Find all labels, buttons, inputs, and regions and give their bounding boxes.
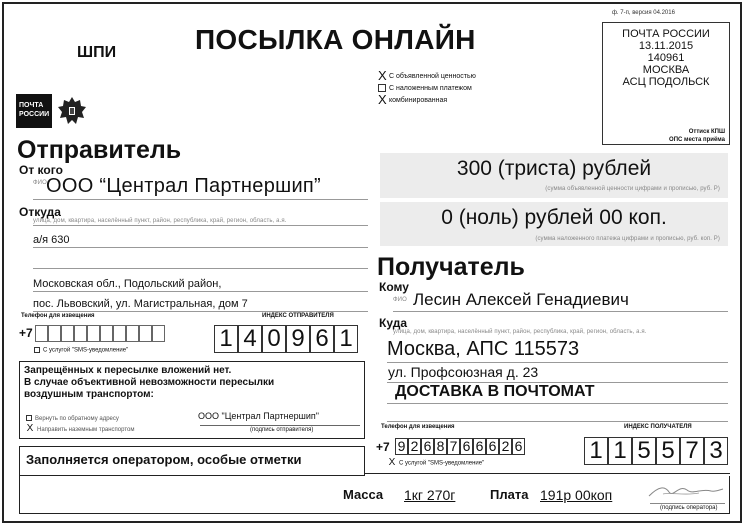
recipient-sms-option[interactable]: X С услугой "SMS-уведомление" [388,457,485,468]
sender-address-line[interactable]: Московская обл., Подольский район, [33,278,222,290]
divider [365,473,730,474]
pay-value[interactable]: 191р 00коп [540,487,613,503]
phone-digit-cell[interactable] [48,325,61,342]
sender-phone-field[interactable] [35,325,165,342]
option-return-to-sender[interactable]: Вернуть по обратному адресу [26,414,135,425]
page-title: ПОСЫЛКА ОНЛАЙН [195,24,476,55]
phone-digit-cell[interactable]: 6 [460,438,473,455]
operator-sign-line [650,503,725,504]
phone-digit-cell[interactable] [126,325,139,342]
phone-digit-cell[interactable]: 6 [473,438,486,455]
form-version: ф. 7-п, версия 04.2016 [612,10,675,16]
sender-signature[interactable]: ООО "Централ Партнершип" [198,411,319,421]
underline [33,268,368,269]
fio-hint: ФИО [393,297,407,303]
phone-digit-cell[interactable] [113,325,126,342]
phone-digit-cell[interactable] [139,325,152,342]
shipment-options [378,68,476,108]
underline [387,421,728,422]
stamp-line: 13.11.2015 [638,40,694,52]
recipient-index-label: ИНДЕКС ПОЛУЧАТЕЛЯ [624,424,692,430]
sender-phone-label: Телефон для извещения [21,313,95,319]
index-digit-cell[interactable]: 4 [238,325,262,353]
checkbox-unchecked[interactable] [26,415,32,421]
index-digit-cell[interactable]: 0 [262,325,286,353]
fio-hint: ФИО [33,180,47,186]
where-hint: улица, дом, квартира, населённый пункт, район, республика, край, регион, область, а.я. [393,329,647,335]
underline [33,291,368,292]
restrictions-line: воздушным транспортом: [24,389,154,400]
phone-digit-cell[interactable] [74,325,87,342]
phone-digit-cell[interactable] [35,325,48,342]
underline [33,225,368,226]
pochta-logo [16,94,52,128]
sender-index-label: ИНДЕКС ОТПРАВИТЕЛЯ [262,313,334,319]
mass-value[interactable]: 1кг 270г [404,487,456,503]
recipient-address-line[interactable]: ул. Профсоюзная д. 23 [388,364,539,380]
phone-digit-cell[interactable] [61,325,74,342]
recipient-phone-label: Телефон для извещения [381,424,455,430]
index-digit-cell[interactable]: 7 [680,437,704,465]
shpi-label: ШПИ [77,44,117,61]
index-digit-cell[interactable]: 3 [704,437,728,465]
recipient-index-field[interactable] [584,437,728,465]
recipient-heading: Получатель [377,253,525,281]
sender-name[interactable]: ООО “Централ Партнершип” [46,175,322,197]
underline [33,247,368,248]
operator-sign-hint: (подпись оператора) [660,505,718,511]
where-hint: улица, дом, квартира, населённый пункт, район, республика, край, регион, область, а.я. [33,218,287,224]
logo-line2: РОССИИ [19,111,50,118]
stamp-footer2: ОПС места приёма [669,137,725,143]
checkbox-checked[interactable]: X [378,92,387,108]
stamp-line: 140961 [647,52,685,64]
eagle-emblem-icon [54,93,90,129]
recipient-phone-prefix: +7 [376,440,390,454]
operator-signature-icon [645,480,725,504]
sender-heading: Отправитель [17,136,182,164]
cod-value[interactable]: 0 (ноль) рублей 00 коп. [441,206,667,229]
mass-label: Масса [343,487,384,502]
index-digit-cell[interactable]: 5 [632,437,656,465]
phone-digit-cell[interactable] [87,325,100,342]
sender-address-line[interactable]: пос. Львовский, ул. Магистральная, дом 7 [33,298,248,310]
phone-digit-cell[interactable]: 6 [421,438,434,455]
index-digit-cell[interactable]: 5 [656,437,680,465]
option-ground-transport[interactable]: X Направить наземным транспортом [26,423,135,435]
index-digit-cell[interactable]: 6 [310,325,334,353]
checkbox-unchecked[interactable] [34,347,40,353]
restrictions-line: В случае объективной невозможности пересылки [24,377,275,388]
underline [387,403,728,404]
recipient-name[interactable]: Лесин Алексей Генадиевич [413,290,629,309]
sender-sign-hint: (подпись отправителя) [250,427,314,433]
sender-sms-option[interactable]: С услугой "SMS-уведомление" [34,347,128,354]
index-digit-cell[interactable]: 9 [286,325,310,353]
sender-index-field[interactable] [214,325,358,353]
cod-hint: (сумма наложенного платежа цифрами и прописью, руб. коп. Р) [535,236,720,242]
sender-address-line[interactable]: а/я 630 [33,234,70,246]
index-digit-cell[interactable]: 1 [214,325,238,353]
option-declared-value[interactable]: X С объявленной ценностью [378,68,476,84]
phone-digit-cell[interactable]: 6 [486,438,499,455]
phone-digit-cell[interactable] [152,325,165,342]
underline [387,362,728,363]
to-label: Кому [379,280,409,294]
underline [33,311,368,312]
phone-digit-cell[interactable]: 2 [408,438,421,455]
recipient-phone-field[interactable] [395,438,525,455]
recipient-address-line[interactable]: ДОСТАВКА В ПОЧТОМАТ [395,383,595,400]
phone-digit-cell[interactable]: 9 [395,438,408,455]
stamp-line: МОСКВА [642,64,690,76]
stamp-line: ПОЧТА РОССИИ [622,28,710,40]
phone-digit-cell[interactable] [100,325,113,342]
operator-notes-label: Заполняется оператором, особые отметки [26,452,302,467]
declared-value[interactable]: 300 (триста) рублей [456,157,652,180]
checkbox-unchecked[interactable] [378,84,386,92]
phone-digit-cell[interactable]: 7 [447,438,460,455]
pay-label: Плата [490,487,529,502]
sender-phone-prefix: +7 [19,326,33,340]
checkbox-checked[interactable]: X [388,457,396,468]
declared-hint: (сумма объявленной ценности цифрами и прописью, руб. Р) [545,186,720,192]
checkbox-checked[interactable]: X [26,423,34,435]
checkbox-checked[interactable]: X [378,68,387,84]
index-digit-cell[interactable]: 1 [334,325,358,353]
index-digit-cell[interactable]: 1 [584,437,608,465]
operator-notes-box[interactable] [19,446,365,476]
postmark-box [602,22,730,145]
where-label: Куда [379,316,407,330]
restrictions-box [19,361,365,439]
recipient-address-line[interactable]: Москва, АПС 115573 [387,338,580,360]
where-label: Откуда [19,205,61,219]
from-label: От кого [19,163,63,177]
logo-line1: ПОЧТА [19,102,44,109]
underline [33,199,368,200]
stamp-footer1: Оттиск КПШ [688,129,725,135]
restrictions-line: Запрещённых к пересылке вложений нет. [24,365,232,376]
phone-digit-cell[interactable]: 6 [512,438,525,455]
index-digit-cell[interactable]: 1 [608,437,632,465]
option-combined[interactable]: Xкомбинированная [378,92,448,108]
phone-digit-cell[interactable]: 8 [434,438,447,455]
option-cod[interactable]: С наложенным платежом [378,83,476,95]
stamp-line: АСЦ ПОДОЛЬСК [622,76,710,88]
underline [393,311,728,312]
phone-digit-cell[interactable]: 2 [499,438,512,455]
